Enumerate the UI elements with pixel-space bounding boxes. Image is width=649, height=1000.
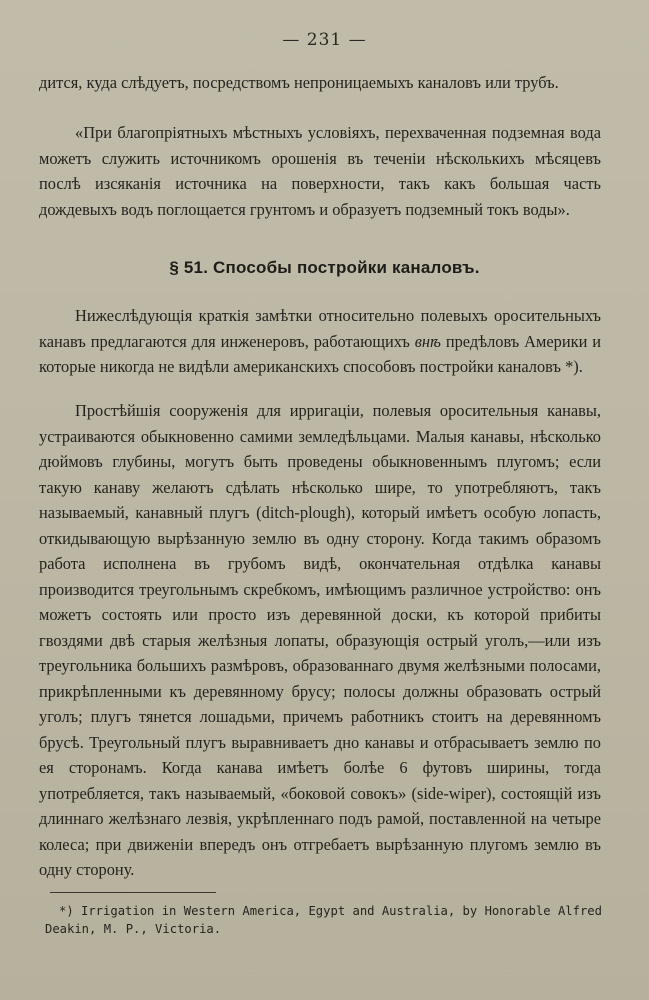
- paragraph-intro-emphasis: внѣ: [414, 331, 441, 351]
- footnote: *) Irrigation in Western America, Egypt and Australia, by Honorable Alfred Deakin, M. P., Victoria.: [45, 904, 602, 936]
- paragraph-intro: [39, 303, 601, 380]
- paragraph-intro-end: предѣловъ Америки и которые никогда не видѣли американскихъ способовъ постройки каналовъ *).: [39, 331, 602, 376]
- paragraph-intro-start: Нижеслѣдующія краткія замѣтки относительно полевыхъ оросительныхъ канавъ предлагаются для инженеровъ, работающихъ: [39, 306, 601, 351]
- paragraph-quote: «При благопріятныхъ мѣстныхъ условіяхъ, перехваченная подземная вода можетъ служить источникомъ орошенія въ теченіи нѣсколькихъ мѣсяцевъ послѣ изсяканія источника на поверхности, такъ какъ большая часть дождевыхъ водъ поглощается грунтомъ и образуетъ подземный токъ воды».: [39, 123, 601, 219]
- paragraph-main: Простѣйшія сооруженія для ирригаціи, полевыя оросительныя канавы, устраиваются обыкновенно самими земледѣльцами. Малыя канавы, нѣсколько дюймовъ глубины, могутъ быть проведены обыкновеннымъ плугомъ; если такую канаву желаютъ сдѣлать нѣсколько шире, то употребляютъ, такъ называемый, канавный плугъ (ditch-plough), который имѣетъ особую лопасть, откидывающую вырѣзанную землю въ одну сторону. Когда такимъ образомъ работа исполнена въ грубомъ видѣ, окончательная отдѣлка канавы производится треугольнымъ скребкомъ, имѣющимъ различное устройство: онъ можетъ состоять или просто изъ деревянной доски, къ которой прибиты гвоздями двѣ старыя желѣзныя лопаты, образующія острый уголъ,—или изъ треугольника большихъ размѣровъ, образованнаго двумя желѣзными полосами, прикрѣпленными къ деревянному брусу; полосы должны образовать острый уголъ; плугъ тянется лошадьми, причемъ работникъ стоитъ на деревянномъ брусѣ. Треугольный плугъ выравниваетъ дно канавы и отбрасываетъ землю по ея сторонамъ. Когда канава имѣетъ болѣе 6 футовъ ширины, тогда употребляется, такъ называемый, «боковой совокъ» (side-wiper), состоящій изъ длиннаго желѣзнаго лезвія, укрѣпленнаго подъ рамой, поставленной на четыре колеса; при движеніи впередъ онъ отгребаетъ вырѣзанную плугомъ землю въ одну сторону.: [39, 401, 601, 879]
- footnote-divider: [50, 892, 216, 893]
- page-number: — 231 —: [282, 30, 367, 50]
- paragraph-continuation: дится, куда слѣдуетъ, посредствомъ непроницаемыхъ каналовъ или трубъ.: [39, 73, 559, 92]
- section-heading: § 51. Способы постройки каналовъ.: [169, 258, 480, 277]
